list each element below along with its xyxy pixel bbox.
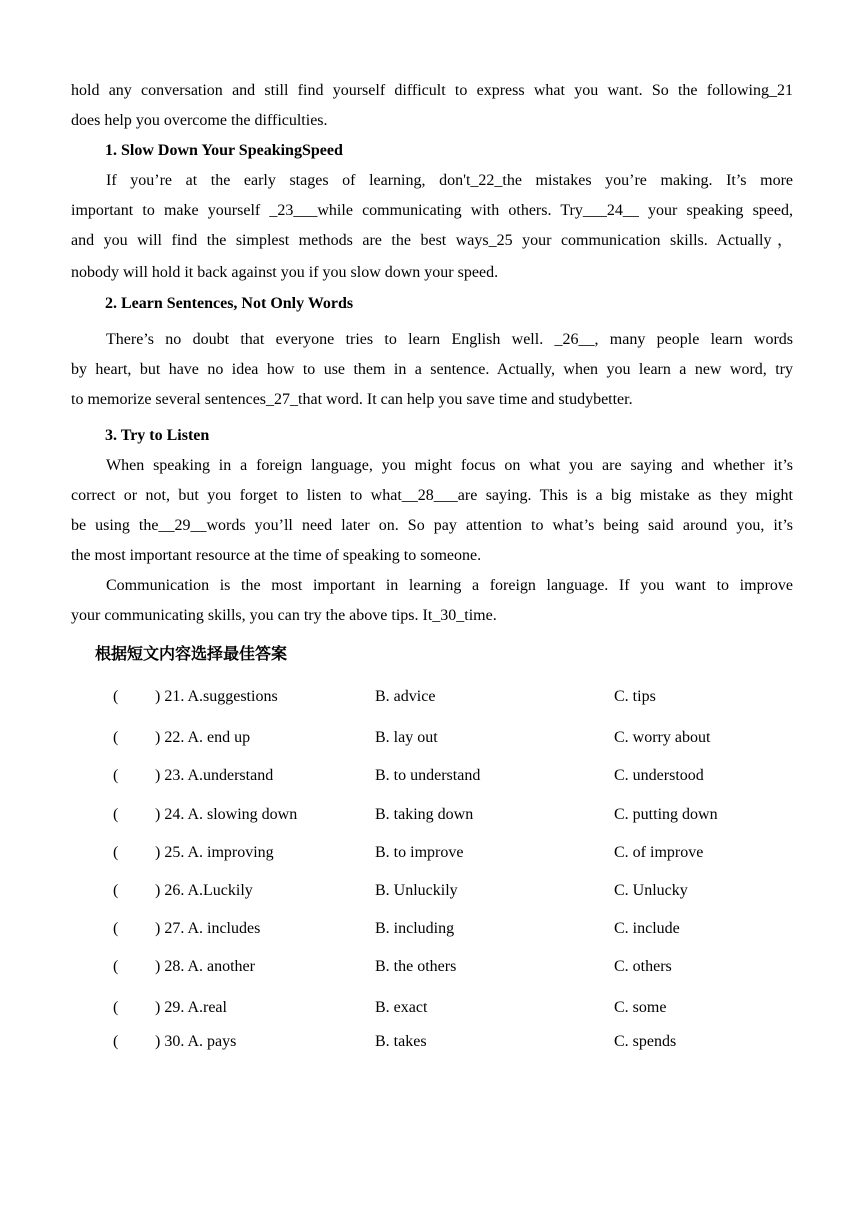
- option-b: B. to improve: [375, 844, 464, 861]
- option-a: ) 23. A.understand: [155, 767, 274, 784]
- passage-line: Communication is the most important in learning a foreign language. If you want to improve: [106, 577, 793, 594]
- answer-blank: (: [113, 806, 119, 823]
- option-b: B. takes: [375, 1033, 427, 1050]
- passage-line: There’s no doubt that everyone tries to learn English well. _26__, many people learn words: [106, 331, 793, 348]
- section-heading-1: 1. Slow Down Your SpeakingSpeed: [105, 142, 343, 159]
- passage-line: If you’re at the early stages of learning, don't_22_the mistakes you’re making. It’s more: [106, 172, 793, 189]
- passage: [71, 76, 793, 631]
- option-b: B. advice: [375, 688, 436, 705]
- question-row: [0, 1033, 860, 1057]
- option-a: ) 28. A. another: [155, 958, 255, 975]
- question-row: [0, 729, 860, 753]
- question-row: [0, 999, 860, 1023]
- option-b: B. the others: [375, 958, 457, 975]
- option-a: ) 25. A. improving: [155, 844, 274, 861]
- option-b: B. Unluckily: [375, 882, 458, 899]
- option-a: ) 22. A. end up: [155, 729, 251, 746]
- question-row: [0, 882, 860, 906]
- option-c: C. some: [614, 999, 667, 1016]
- passage-line: does help you overcome the difficulties.: [71, 112, 328, 129]
- question-row: [0, 844, 860, 868]
- answer-blank: (: [113, 958, 119, 975]
- option-b: B. lay out: [375, 729, 438, 746]
- option-b: B. including: [375, 920, 455, 937]
- passage-line: hold any conversation and still find yourself difficult to express what you want. So the following_21: [71, 82, 793, 99]
- section-heading-3: 3. Try to Listen: [105, 427, 210, 444]
- passage-line: When speaking in a foreign language, you might focus on what you are saying and whether it’s: [106, 457, 793, 474]
- answer-blank: (: [113, 999, 119, 1016]
- option-c: C. tips: [614, 688, 656, 705]
- answer-blank: (: [113, 1033, 119, 1050]
- option-a: ) 21. A.suggestions: [155, 688, 278, 705]
- answer-blank: (: [113, 729, 119, 746]
- passage-line: to memorize several sentences_27_that word. It can help you save time and studybetter.: [71, 391, 633, 408]
- option-a: ) 26. A.Luckily: [155, 882, 253, 899]
- passage-line: correct or not, but you forget to listen to what__28___are saying. This is a big mistake as they might: [71, 487, 793, 504]
- passage-line: by heart, but have no idea how to use them in a sentence. Actually, when you learn a new word, try: [71, 361, 793, 378]
- option-a: ) 29. A.real: [155, 999, 227, 1016]
- option-c: C. Unlucky: [614, 882, 688, 899]
- option-c: C. of improve: [614, 844, 704, 861]
- option-c: C. understood: [614, 767, 704, 784]
- option-b: B. to understand: [375, 767, 481, 784]
- passage-line: the most important resource at the time of speaking to someone.: [71, 547, 482, 564]
- instruction-heading: 根据短文内容选择最佳答案: [95, 644, 288, 663]
- answer-blank: (: [113, 920, 119, 937]
- answer-blank: (: [113, 767, 119, 784]
- option-c: C. others: [614, 958, 672, 975]
- option-c: C. include: [614, 920, 680, 937]
- question-row: [0, 920, 860, 944]
- option-a: ) 24. A. slowing down: [155, 806, 298, 823]
- question-row: [0, 806, 860, 830]
- option-b: B. taking down: [375, 806, 474, 823]
- passage-line: and you will find the simplest methods are the best ways_25 your communication skills. Actually，: [71, 232, 793, 249]
- question-row: [0, 767, 860, 791]
- option-a: ) 30. A. pays: [155, 1033, 237, 1050]
- passage-line: be using the__29__words you’ll need later on. So pay attention to what’s being said around you, it’s: [71, 517, 793, 534]
- answer-blank: (: [113, 882, 119, 899]
- answer-blank: (: [113, 844, 119, 861]
- option-a: ) 27. A. includes: [155, 920, 261, 937]
- passage-line: important to make yourself _23___while communicating with others. Try___24__ your speaking speed,: [71, 202, 793, 219]
- passage-line: nobody will hold it back against you if you slow down your speed.: [71, 264, 499, 281]
- option-c: C. spends: [614, 1033, 677, 1050]
- question-row: [0, 958, 860, 982]
- option-c: C. worry about: [614, 729, 711, 746]
- passage-line: your communicating skills, you can try the above tips. It_30_time.: [71, 607, 497, 624]
- answer-blank: (: [113, 688, 119, 705]
- question-row: [0, 688, 860, 712]
- option-b: B. exact: [375, 999, 428, 1016]
- option-c: C. putting down: [614, 806, 718, 823]
- section-heading-2: 2. Learn Sentences, Not Only Words: [105, 295, 354, 312]
